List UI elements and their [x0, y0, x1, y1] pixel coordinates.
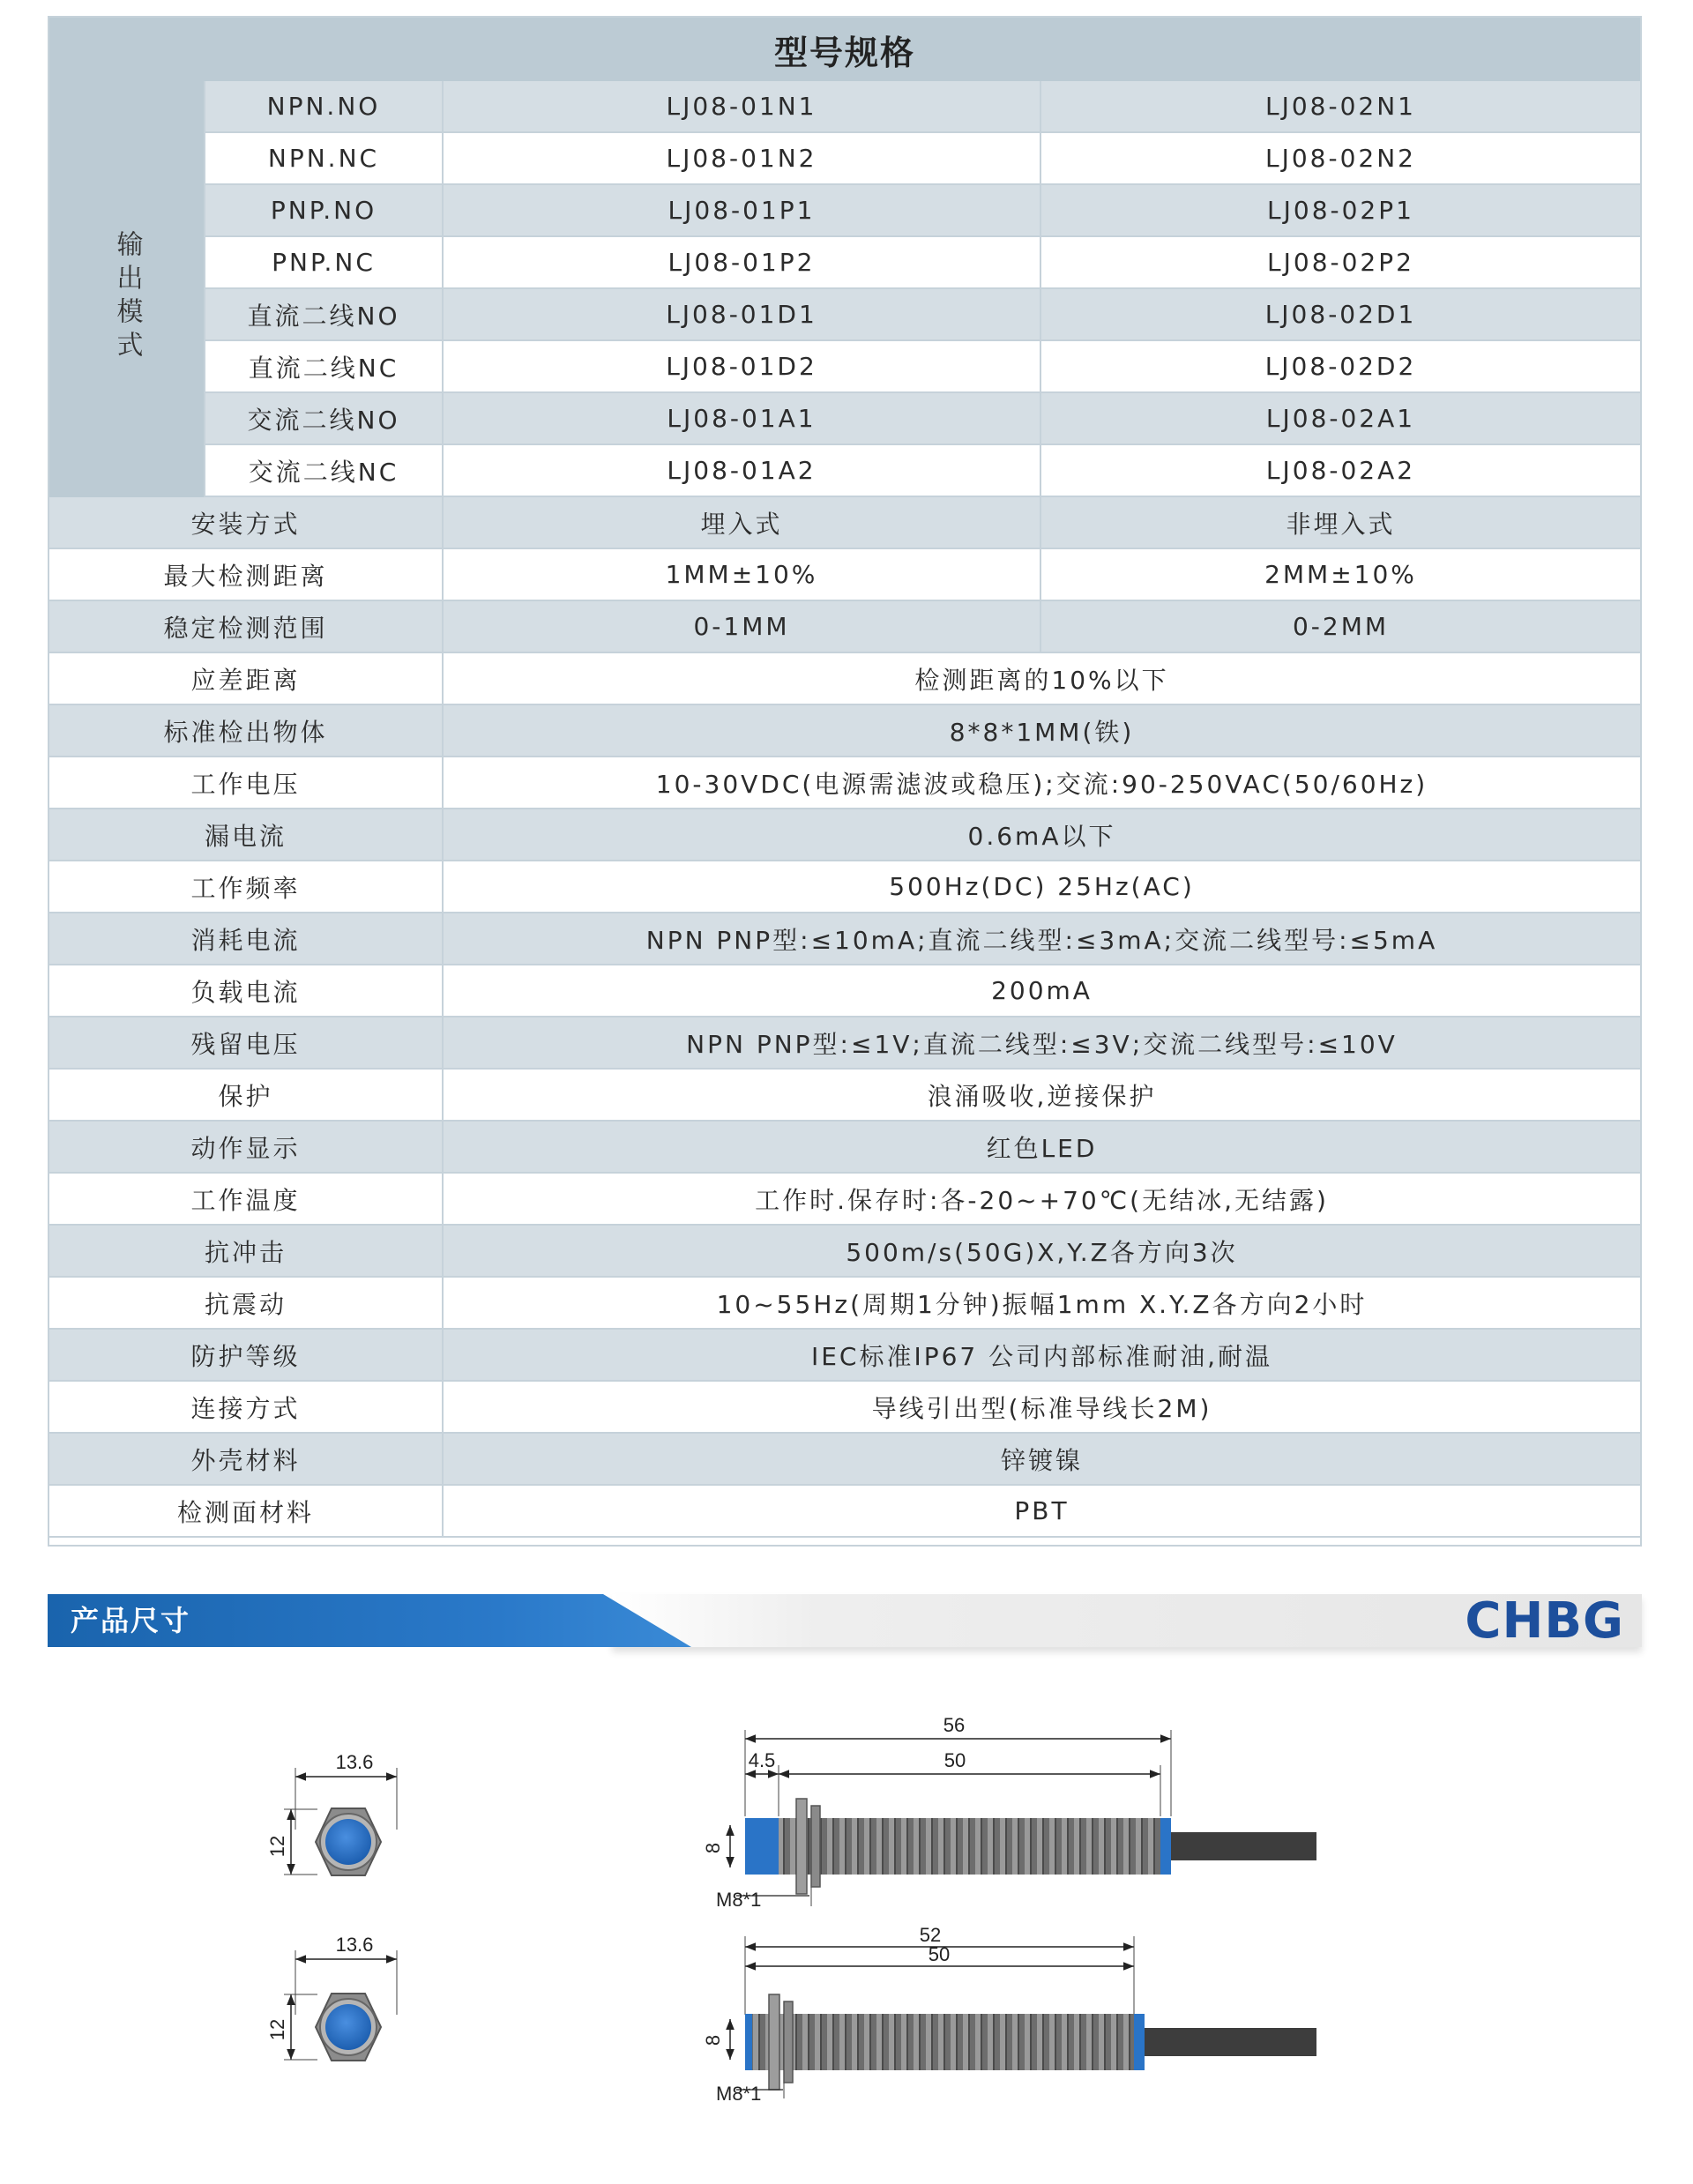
spec-value: 0.6mA以下: [444, 809, 1640, 861]
model-cell-embedded: LJ08-01N2: [444, 133, 1041, 185]
spec-value: 10~55Hz(周期1分钟)振幅1mm X.Y.Z各方向2小时: [444, 1278, 1640, 1330]
spec-label: 工作频率: [49, 861, 444, 913]
spec-label: 检测面材料: [49, 1486, 444, 1538]
spec-row: [49, 861, 1640, 913]
banner-title: 产品尺寸: [71, 1604, 191, 1637]
output-mode-row: [204, 393, 1640, 445]
spec-label: 防护等级: [49, 1330, 444, 1382]
spec-row: [49, 1226, 1640, 1278]
side-bottom-thread: 50: [928, 1943, 951, 1965]
side-view-top: [702, 1714, 1316, 1911]
spec-label: 工作电压: [49, 757, 444, 809]
model-cell-non-embedded: LJ08-02A1: [1041, 393, 1640, 445]
spec-label: 抗冲击: [49, 1226, 444, 1278]
spec-row: [49, 1330, 1640, 1382]
spec-row: [49, 1382, 1640, 1434]
spec-value: 10-30VDC(电源需滤波或稳压);交流:90-250VAC(50/60Hz): [444, 757, 1640, 809]
dimension-drawings: [0, 1675, 1693, 2134]
output-mode-row: [204, 133, 1640, 185]
spec-label: 保护: [49, 1070, 444, 1122]
spec-value: 500m/s(50G)X,Y.Z各方向3次: [444, 1226, 1640, 1278]
spec-label: 负载电流: [49, 965, 444, 1017]
spec-row: [49, 1486, 1640, 1538]
spec-label: 残留电压: [49, 1017, 444, 1070]
output-mode-row: [204, 185, 1640, 237]
model-cell-non-embedded: LJ08-02D2: [1041, 341, 1640, 393]
model-cell-embedded: LJ08-01A2: [444, 445, 1041, 497]
output-mode-row: [204, 445, 1640, 497]
spec-value: 工作时.保存时:各-20~+70℃(无结冰,无结露): [444, 1174, 1640, 1226]
output-mode-row: [204, 289, 1640, 341]
front-top-width: 13.6: [335, 1751, 374, 1773]
output-mode-cell: NPN.NC: [204, 133, 444, 185]
spec-label: 连接方式: [49, 1382, 444, 1434]
spec-value-embedded: 0-1MM: [444, 601, 1041, 653]
model-cell-non-embedded: LJ08-02D1: [1041, 289, 1640, 341]
spec-value: 检测距离的10%以下: [444, 653, 1640, 705]
output-mode-cell: NPN.NO: [204, 81, 444, 133]
spec-row: [49, 549, 1640, 601]
output-mode-row: [204, 341, 1640, 393]
output-mode-cell: PNP.NC: [204, 237, 444, 289]
output-mode-row: [204, 237, 1640, 289]
spec-row: [49, 913, 1640, 965]
brand-logo: CHBG: [1465, 1592, 1624, 1650]
spec-row: [49, 601, 1640, 653]
table-title: 型号规格: [49, 18, 1640, 81]
side-bottom-thread-spec: M8*1: [716, 2083, 762, 2105]
spec-label: 工作温度: [49, 1174, 444, 1226]
output-mode-label: 输出模式: [49, 81, 204, 513]
output-mode-cell: 直流二线NC: [204, 341, 444, 393]
model-cell-non-embedded: LJ08-02N1: [1041, 81, 1640, 133]
dimension-banner: [48, 1592, 1645, 1650]
spec-value: 200mA: [444, 965, 1640, 1017]
front-bottom-width: 13.6: [335, 1934, 374, 1956]
output-mode-cell: 直流二线NO: [204, 289, 444, 341]
model-cell-embedded: LJ08-01D2: [444, 341, 1041, 393]
model-cell-embedded: LJ08-01N1: [444, 81, 1041, 133]
spec-label: 漏电流: [49, 809, 444, 861]
model-cell-non-embedded: LJ08-02A2: [1041, 445, 1640, 497]
spec-value: 浪涌吸收,逆接保护: [444, 1070, 1640, 1122]
spec-row: [49, 497, 1640, 549]
spec-label: 外壳材料: [49, 1434, 444, 1486]
spec-value: PBT: [444, 1486, 1640, 1538]
spec-value: NPN PNP型:≤10mA;直流二线型:≤3mA;交流二线型号:≤5mA: [444, 913, 1640, 965]
spec-value-embedded: 1MM±10%: [444, 549, 1041, 601]
spec-value: 导线引出型(标准导线长2M): [444, 1382, 1640, 1434]
spec-row: [49, 965, 1640, 1017]
model-cell-embedded: LJ08-01P2: [444, 237, 1041, 289]
spec-label: 最大检测距离: [49, 549, 444, 601]
side-bottom-total: 52: [919, 1924, 942, 1946]
spec-label: 稳定检测范围: [49, 601, 444, 653]
model-cell-non-embedded: LJ08-02N2: [1041, 133, 1640, 185]
spec-value-non-embedded: 0-2MM: [1041, 601, 1640, 653]
spec-row: [49, 809, 1640, 861]
spec-row: [49, 653, 1640, 705]
model-cell-embedded: LJ08-01P1: [444, 185, 1041, 237]
spec-row: [49, 1017, 1640, 1070]
side-top-thread: 50: [943, 1749, 966, 1771]
model-cell-non-embedded: LJ08-02P1: [1041, 185, 1640, 237]
front-top-height: 12: [266, 1835, 288, 1858]
spec-value-non-embedded: 2MM±10%: [1041, 549, 1640, 601]
side-top-total: 56: [943, 1714, 966, 1736]
spec-row: [49, 1278, 1640, 1330]
spec-row: [49, 1174, 1640, 1226]
output-mode-cell: PNP.NO: [204, 185, 444, 237]
spec-label: 动作显示: [49, 1122, 444, 1174]
spec-row: [49, 1434, 1640, 1486]
spec-value-embedded: 埋入式: [444, 497, 1041, 549]
side-top-diameter: 8: [702, 1842, 724, 1854]
spec-row: [49, 1122, 1640, 1174]
side-top-thread-spec: M8*1: [716, 1889, 762, 1911]
front-view-bottom: [266, 1934, 397, 2061]
side-view-bottom: [702, 1924, 1316, 2105]
spec-value: 8*8*1MM(铁): [444, 705, 1640, 757]
spec-label: 应差距离: [49, 653, 444, 705]
model-cell-non-embedded: LJ08-02P2: [1041, 237, 1640, 289]
spec-label: 抗震动: [49, 1278, 444, 1330]
spec-label: 标准检出物体: [49, 705, 444, 757]
output-mode-row: [204, 81, 1640, 133]
spec-label: 消耗电流: [49, 913, 444, 965]
side-top-front: 4.5: [748, 1749, 776, 1771]
spec-value: NPN PNP型:≤1V;直流二线型:≤3V;交流二线型号:≤10V: [444, 1017, 1640, 1070]
model-cell-embedded: LJ08-01D1: [444, 289, 1041, 341]
spec-value: IEC标准IP67 公司内部标准耐油,耐温: [444, 1330, 1640, 1382]
spec-row: [49, 705, 1640, 757]
front-bottom-height: 12: [266, 2018, 288, 2041]
spec-value: 500Hz(DC) 25Hz(AC): [444, 861, 1640, 913]
output-mode-cell: 交流二线NC: [204, 445, 444, 497]
output-mode-cell: 交流二线NO: [204, 393, 444, 445]
spec-value: 红色LED: [444, 1122, 1640, 1174]
side-bottom-diameter: 8: [702, 2034, 724, 2046]
spec-value-non-embedded: 非埋入式: [1041, 497, 1640, 549]
spec-table: [48, 16, 1642, 1547]
spec-value: 锌镀镍: [444, 1434, 1640, 1486]
spec-row: [49, 1070, 1640, 1122]
spec-label: 安装方式: [49, 497, 444, 549]
front-view-top: [266, 1751, 397, 1875]
spec-row: [49, 757, 1640, 809]
model-cell-embedded: LJ08-01A1: [444, 393, 1041, 445]
